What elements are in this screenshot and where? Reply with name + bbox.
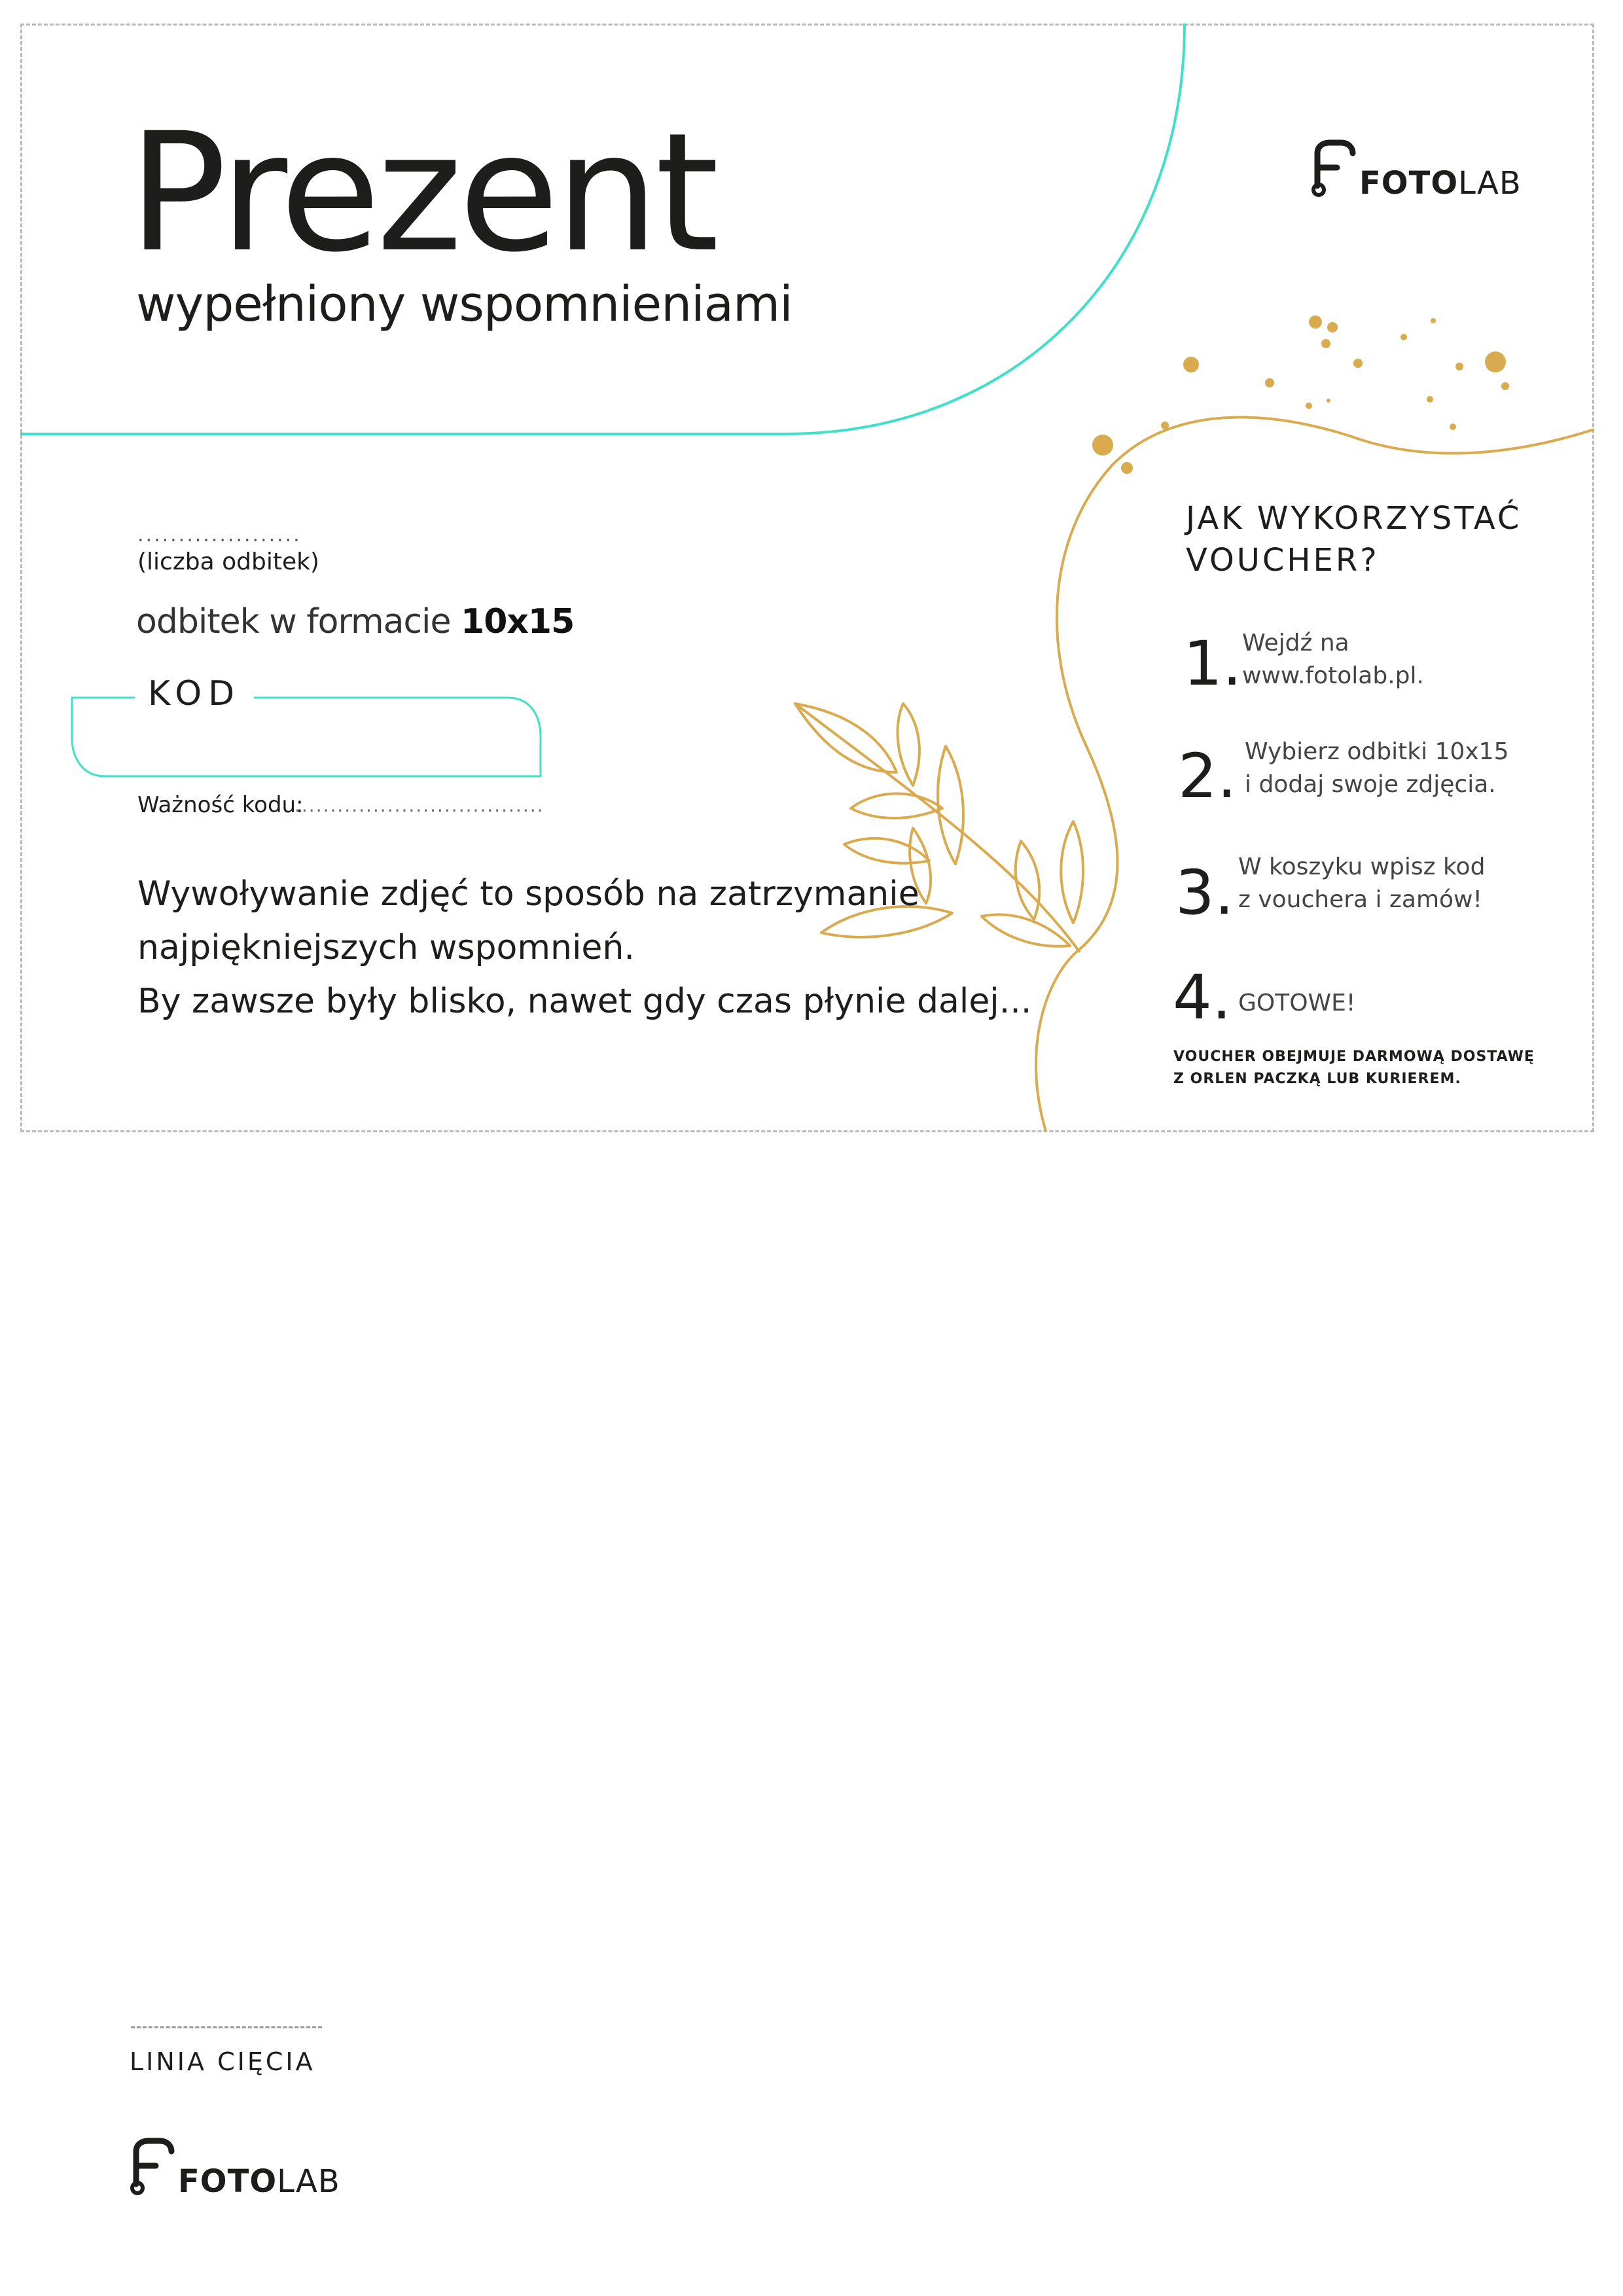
delivery-footnote: VOUCHER OBEJMUJE DARMOWĄ DOSTAWĘ Z ORLEN PACZKĄ LUB KURIEREM. [1173, 1049, 1535, 1087]
voucher-title: Prezent [128, 98, 715, 288]
cut-line-label: LINIA CIĘCIA [130, 2047, 315, 2076]
fotolab-logo-top [1311, 139, 1522, 202]
step-text: W koszyku wpisz kod z vouchera i zamów! [1238, 853, 1486, 913]
voucher-message [137, 867, 1031, 1028]
steps-title: JAK WYKORZYSTAĆ VOUCHER? [1186, 500, 1522, 579]
validity-dotted-field: ................................... [294, 795, 544, 816]
message-line: Wywoływanie zdjęć to sposób na zatrzymanie [137, 874, 919, 914]
step-text: GOTOWE! [1238, 990, 1356, 1016]
format-text: odbitek w formacie 10x15 [136, 602, 575, 641]
message-line: By zawsze były blisko, nawet gdy czas płynie dalej... [137, 982, 1032, 1021]
voucher-subtitle: wypełniony wspomnieniami [136, 276, 793, 332]
gold-speckles [1092, 315, 1509, 474]
step-number: 1. [1183, 628, 1242, 700]
step-text: Wejdź na www.fotolab.pl. [1242, 630, 1424, 689]
step-number: 3. [1175, 857, 1234, 929]
code-label: KOD [135, 674, 254, 713]
step-number: 2. [1178, 741, 1237, 812]
step-number: 4. [1173, 962, 1232, 1033]
cut-line-dashes [131, 2026, 322, 2028]
fotolab-logo-icon [130, 2137, 178, 2197]
fotolab-logo-icon [1311, 139, 1359, 199]
fotolab-wordmark: FOTOLAB [1359, 165, 1522, 202]
count-label: (liczba odbitek) [137, 548, 319, 575]
validity-label: Ważność kodu: [137, 792, 304, 818]
count-dotted-field: .................... [137, 524, 302, 547]
fotolab-wordmark: FOTOLAB [178, 2163, 340, 2200]
message-line: najpiękniejszych wspomnień. [137, 928, 635, 967]
fotolab-logo-bottom [130, 2137, 340, 2200]
step-text: Wybierz odbitki 10x15 i dodaj swoje zdjęcia. [1245, 738, 1509, 798]
